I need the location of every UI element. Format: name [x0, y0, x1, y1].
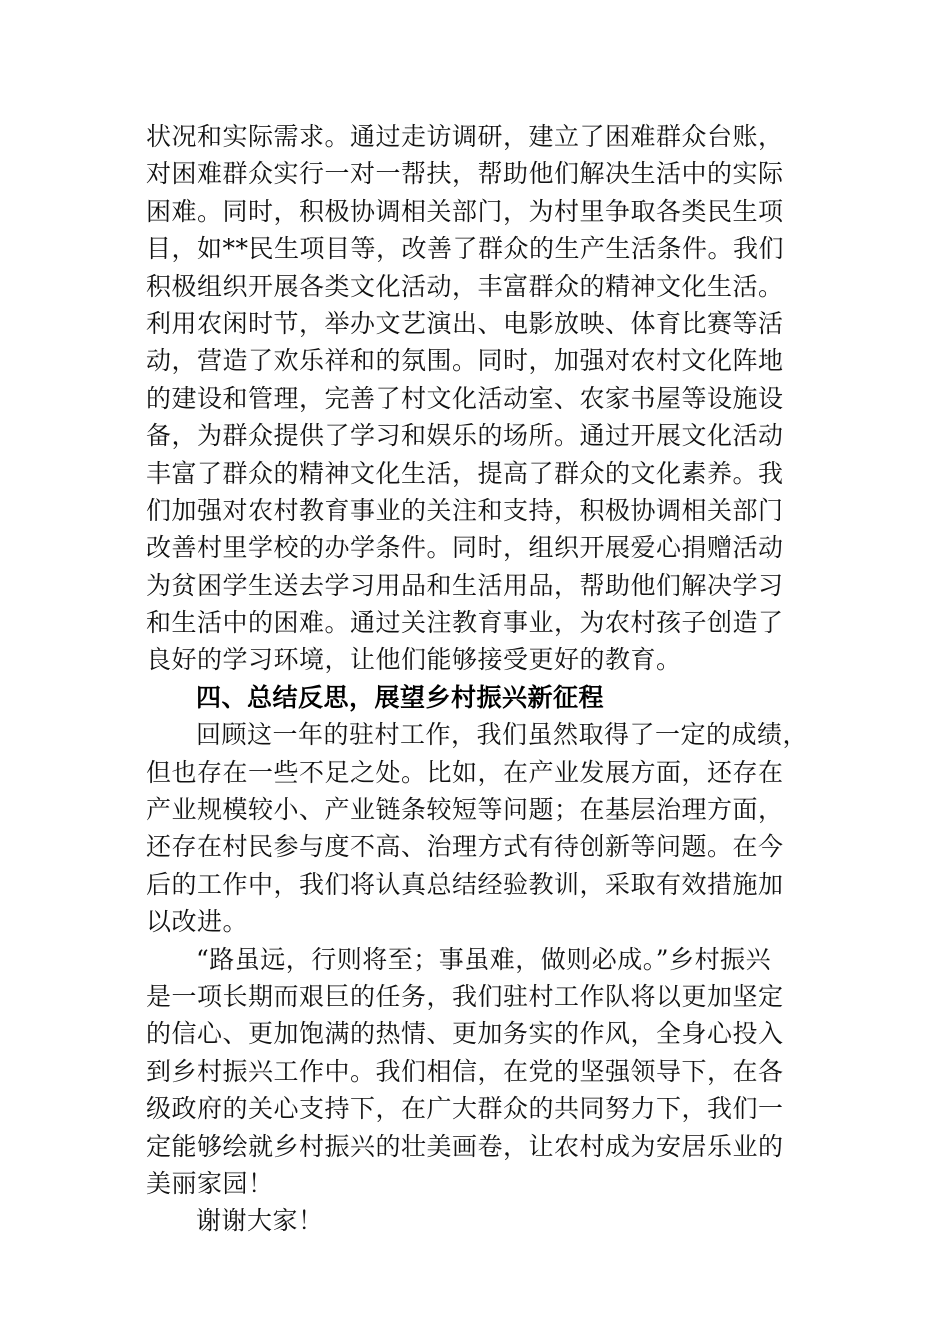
text-line: 积极组织开展各类文化活动，丰富群众的精神文化生活。	[146, 271, 784, 301]
text-line: “路虽远，行则将至；事虽难，做则必成。”乡村振兴	[196, 944, 772, 974]
text-line: 动，营造了欢乐祥和的氛围。同时，加强对农村文化阵地	[146, 346, 784, 376]
text-line: 丰富了群众的精神文化生活，提高了群众的文化素养。我	[146, 458, 784, 488]
text-line: 对困难群众实行一对一帮扶，帮助他们解决生活中的实际	[146, 159, 784, 189]
text-line: 还存在村民参与度不高、治理方式有待创新等问题。在今	[146, 832, 784, 862]
text-line: 级政府的关心支持下，在广大群众的共同努力下，我们一	[146, 1094, 784, 1124]
text-line: 以改进。	[146, 907, 249, 937]
text-line: 为贫困学生送去学习用品和生活用品，帮助他们解决学习	[146, 570, 784, 600]
text-line: 的建设和管理，完善了村文化活动室、农家书屋等设施设	[146, 383, 784, 413]
document-body	[146, 118, 809, 1240]
paragraph-outlook	[146, 941, 806, 1203]
text-line: 是一项长期而艰巨的任务，我们驻村工作队将以更加坚定	[146, 981, 784, 1011]
text-line: 定能够绘就乡村振兴的壮美画卷，让农村成为安居乐业的	[146, 1131, 784, 1161]
closing-line: 谢谢大家！	[196, 1206, 324, 1236]
text-line: 良好的学习环境，让他们能够接受更好的教育。	[146, 645, 682, 675]
text-line: 们加强对农村教育事业的关注和支持，积极协调相关部门	[146, 495, 784, 525]
text-line: 备，为群众提供了学习和娱乐的场所。通过开展文化活动	[146, 421, 784, 451]
text-line: 和生活中的困难。通过关注教育事业，为农村孩子创造了	[146, 608, 784, 638]
text-line: 回顾这一年的驻村工作，我们虽然取得了一定的成绩，	[196, 720, 809, 750]
text-line: 但也存在一些不足之处。比如，在产业发展方面，还存在	[146, 757, 784, 787]
text-line: 产业规模较小、产业链条较短等问题；在基层治理方面，	[146, 795, 784, 825]
text-line: 后的工作中，我们将认真总结经验教训，采取有效措施加	[146, 869, 784, 899]
section-heading: 四、总结反思，展望乡村振兴新征程	[196, 682, 605, 712]
text-line: 的信心、更加饱满的热情、更加务实的作风，全身心投入	[146, 1019, 784, 1049]
text-line: 利用农闲时节，举办文艺演出、电影放映、体育比赛等活	[146, 308, 784, 338]
text-line: 目，如**民生项目等，改善了群众的生产生活条件。我们	[146, 234, 785, 264]
text-line: 困难。同时，积极协调相关部门，为村里争取各类民生项	[146, 196, 784, 226]
text-line: 状况和实际需求。通过走访调研，建立了困难群众台账，	[146, 122, 784, 151]
text-line: 美丽家园！	[146, 1168, 274, 1198]
paragraph-continued	[146, 118, 806, 679]
text-line: 改善村里学校的办学条件。同时，组织开展爱心捐赠活动	[146, 533, 784, 563]
text-line: 到乡村振兴工作中。我们相信，在党的坚强领导下，在各	[146, 1056, 784, 1086]
paragraph-review	[146, 716, 809, 940]
